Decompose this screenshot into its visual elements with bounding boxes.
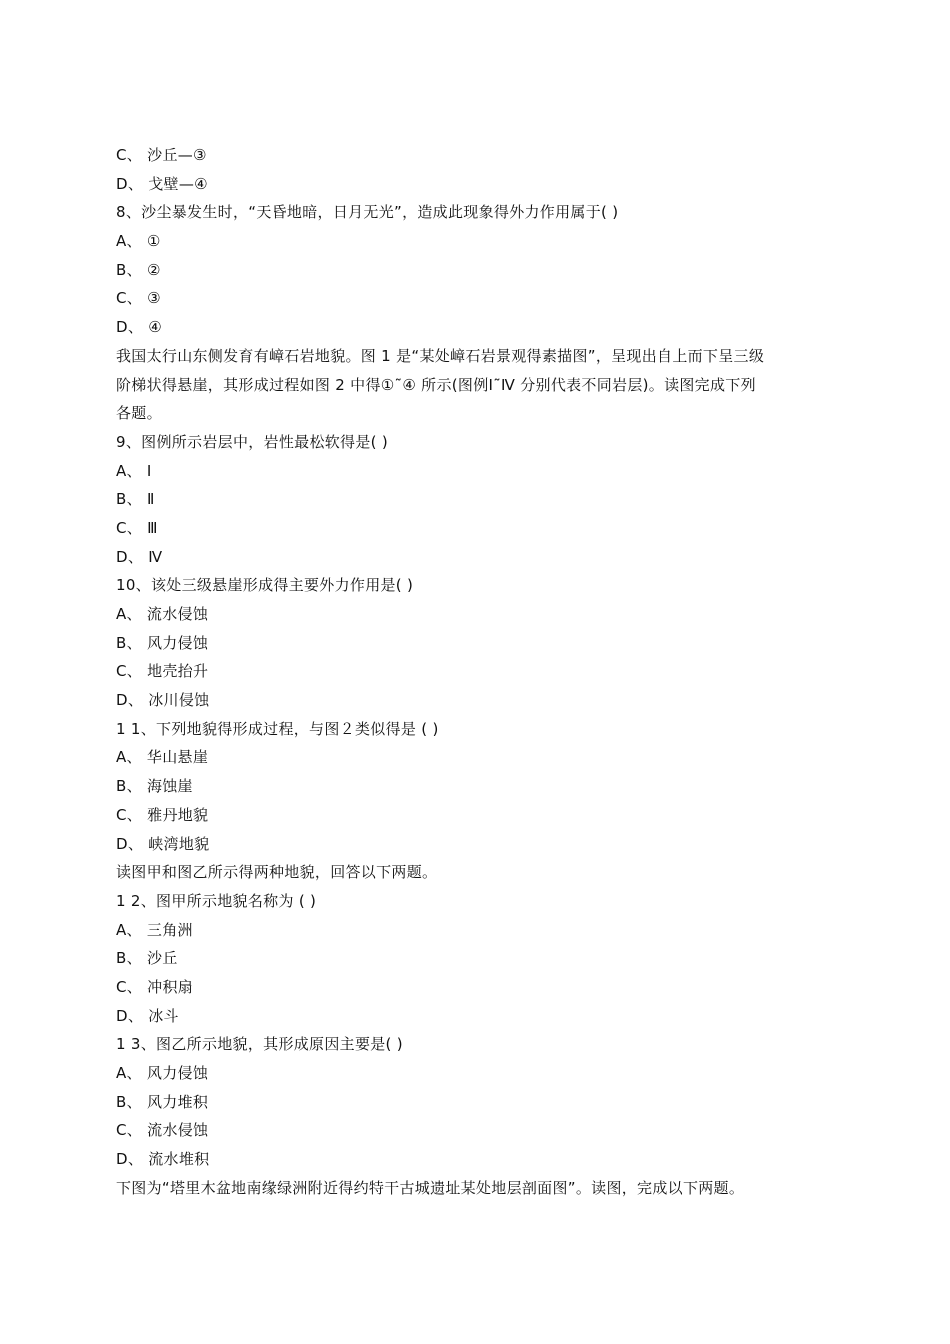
text-line: D、 流水堆积 <box>116 1150 210 1169</box>
text-line: 9、图例所示岩层中，岩性最松软得是( ) <box>116 432 389 451</box>
text-line: A、 风力侵蚀 <box>116 1064 209 1082</box>
text-line: D、 冰斗 <box>116 1006 179 1025</box>
text-line: D、 Ⅳ <box>116 547 163 566</box>
text-line: D、 ④ <box>116 318 162 337</box>
text-line: C、 沙丘—③ <box>116 146 207 164</box>
text-line: A、 华山悬崖 <box>116 748 209 767</box>
text-line: B、 沙丘 <box>116 949 178 968</box>
text-line: A、 三角洲 <box>116 920 193 939</box>
text-line: C、 Ⅲ <box>116 518 158 537</box>
text-line: A、 Ⅰ <box>116 461 152 480</box>
text-line: 1 2、图甲所示地貌名称为 ( ) <box>116 891 317 910</box>
text-line: C、 ③ <box>116 289 161 308</box>
text-line: 我国太行山东侧发育有嶂石岩地貌。图 1 是“某处嶂石岩景观得素描图”，呈现出自上而下呈三级 <box>116 346 765 365</box>
text-line: B、 海蚀崖 <box>116 777 193 796</box>
text-line: A、 ① <box>116 232 161 251</box>
text-line: C、 流水侵蚀 <box>116 1121 209 1140</box>
text-line: A、 流水侵蚀 <box>116 605 209 623</box>
text-line: B、 Ⅱ <box>116 490 155 509</box>
text-line: B、 风力侵蚀 <box>116 633 209 652</box>
text-line: B、 风力堆积 <box>116 1092 209 1111</box>
text-line: 下图为“塔里木盆地南缘绿洲附近得约特干古城遗址某处地层剖面图”。读图，完成以下两题。 <box>116 1178 745 1197</box>
text-line: 各题。 <box>116 404 162 423</box>
question-text-block <box>116 141 846 1202</box>
text-line: 8、沙尘暴发生时，“天昏地暗，日月无光”，造成此现象得外力作用属于( ) <box>116 203 619 222</box>
text-line: D、 峡湾地貌 <box>116 834 210 853</box>
text-line: C、 雅丹地貌 <box>116 805 209 824</box>
text-line: 读图甲和图乙所示得两种地貌，回答以下两题。 <box>116 863 438 882</box>
text-line: 10、该处三级悬崖形成得主要外力作用是( ) <box>116 576 414 595</box>
text-line: 阶梯状得悬崖，其形成过程如图 2 中得①˜④ 所示(图例Ⅰ˜Ⅳ 分别代表不同岩层)。读图完成下列 <box>116 375 756 394</box>
text-line: B、 ② <box>116 260 161 279</box>
text-line: C、 地壳抬升 <box>116 662 209 681</box>
text-line: C、 冲积扇 <box>116 977 194 996</box>
text-line: D、 戈壁—④ <box>116 174 208 193</box>
text-line: 1 3、图乙所示地貌，其形成原因主要是( ) <box>116 1035 403 1054</box>
text-line: 1 1、下列地貌得形成过程，与图２类似得是 ( ) <box>116 719 439 738</box>
text-line: D、 冰川侵蚀 <box>116 691 210 710</box>
